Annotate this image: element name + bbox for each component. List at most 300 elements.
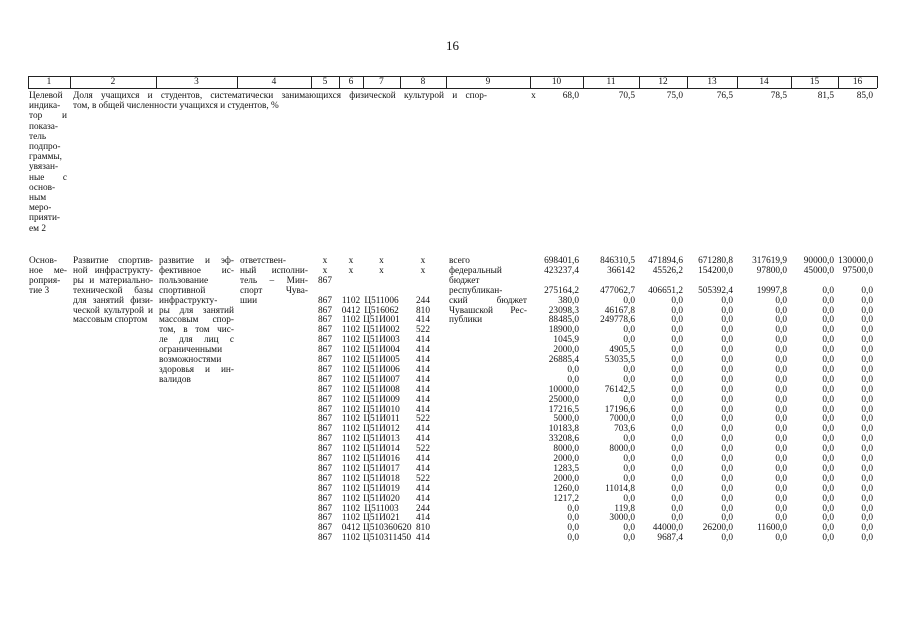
amount-cell: 0,0	[861, 335, 873, 346]
amount-cell: 0,0	[775, 424, 787, 435]
amount-cell: 0,0	[775, 325, 787, 336]
budget-code-cell: 522	[416, 473, 430, 484]
amount-cell: 0,0	[822, 434, 834, 445]
amount-cell: 0,0	[822, 305, 834, 316]
amount-cell: 0,0	[567, 374, 579, 385]
column-header: 8	[420, 77, 426, 87]
header-bottom-rule	[28, 88, 877, 89]
budget-code-cell: х	[322, 265, 328, 276]
amount-cell: 1217,2	[553, 493, 579, 504]
budget-code-cell: х	[420, 256, 426, 266]
event-goal-line: ограниченными	[159, 345, 223, 356]
budget-code-cell: 414	[416, 374, 430, 385]
budget-code-cell: 414	[416, 483, 430, 494]
budget-code-cell: 1102	[341, 335, 361, 346]
amount-cell: 0,0	[623, 533, 635, 544]
amount-cell: 0,0	[721, 444, 733, 455]
amount-cell: 0,0	[822, 315, 834, 326]
amount-cell: 0,0	[822, 493, 834, 504]
amount-cell: 0,0	[671, 493, 683, 504]
amount-cell: 0,0	[822, 384, 834, 395]
amount-cell: 10183,8	[548, 424, 579, 435]
amount-cell: 19997,8	[756, 285, 787, 296]
amount-cell: 4905,5	[609, 345, 635, 356]
amount-cell: 0,0	[721, 513, 733, 524]
budget-code-cell: Ц51И019	[363, 483, 400, 494]
event-goal-line: здоровья и ин-	[159, 364, 234, 375]
budget-code-cell: 1102	[341, 315, 361, 326]
amount-cell: 0,0	[623, 295, 635, 306]
budget-code-cell: 867	[318, 325, 332, 336]
indicator-description-line: том, в общей численности учащихся и студентов, %	[73, 101, 279, 112]
amount-cell: 671280,8	[698, 256, 733, 266]
budget-code-cell: 414	[416, 355, 430, 365]
header-column-rule	[583, 76, 584, 88]
amount-cell: 0,0	[721, 404, 733, 415]
budget-code-cell: 414	[416, 364, 430, 375]
amount-cell: 0,0	[671, 394, 683, 405]
amount-cell: 0,0	[822, 345, 834, 356]
event-type-line: тие 3	[29, 285, 50, 296]
amount-cell: 0,0	[671, 434, 683, 445]
event-name-line: ры и материально-	[73, 275, 153, 286]
indicator-type-line: ные с	[29, 172, 67, 183]
amount-cell: 0,0	[861, 533, 873, 544]
column-header: 10	[551, 77, 562, 87]
amount-cell: 0,0	[775, 513, 787, 524]
amount-cell: 703,6	[614, 424, 635, 435]
amount-cell: 0,0	[775, 355, 787, 365]
amount-cell: 97500,0	[842, 265, 873, 276]
budget-code-cell: 1102	[341, 345, 361, 356]
budget-code-cell: 414	[416, 463, 430, 474]
budget-code-cell: Ц510360620	[363, 523, 412, 534]
budget-code-cell: 1102	[341, 374, 361, 385]
amount-cell: 0,0	[721, 434, 733, 445]
amount-cell: 88485,0	[548, 315, 579, 326]
amount-cell: 0,0	[671, 503, 683, 514]
amount-cell: 9687,4	[657, 533, 683, 544]
amount-cell: 26200,0	[702, 523, 733, 534]
event-name-line: массовым спортом	[73, 315, 148, 326]
amount-cell: 0,0	[822, 503, 834, 514]
budget-code-cell: 867	[318, 473, 332, 484]
budget-code-cell: 867	[318, 434, 332, 445]
budget-code-cell: Ц51И017	[363, 463, 400, 474]
header-column-rule	[791, 76, 792, 88]
budget-code-cell: 1102	[341, 414, 361, 425]
budget-code-cell: 867	[318, 523, 332, 534]
budget-code-cell: 1102	[341, 355, 361, 365]
amount-cell: 130000,0	[838, 256, 873, 266]
budget-code-cell: 414	[416, 384, 430, 395]
amount-cell: 8000,0	[609, 444, 635, 455]
amount-cell: 0,0	[623, 434, 635, 445]
amount-cell: 0,0	[822, 285, 834, 296]
budget-code-cell: 867	[318, 394, 332, 405]
amount-cell: 0,0	[775, 394, 787, 405]
indicator-col9: х	[531, 91, 536, 101]
event-name-line: технической базы	[73, 285, 153, 296]
indicator-type-line: ным	[29, 193, 47, 203]
budget-code-cell: Ц511003	[364, 503, 399, 514]
amount-cell: 0,0	[822, 325, 834, 336]
budget-code-cell: 414	[416, 434, 430, 445]
budget-code-cell: Ц51И013	[363, 434, 400, 445]
amount-cell: 0,0	[861, 483, 873, 494]
budget-code-cell: 1102	[341, 404, 361, 415]
column-header: 11	[606, 77, 616, 87]
budget-code-cell: 1102	[341, 483, 361, 494]
amount-cell: 0,0	[861, 325, 873, 336]
amount-cell: 0,0	[721, 424, 733, 435]
amount-cell: 0,0	[861, 384, 873, 395]
amount-cell: 0,0	[721, 345, 733, 356]
amount-cell: 3000,0	[609, 513, 635, 524]
budget-code-cell: 867	[318, 533, 332, 544]
amount-cell: 0,0	[861, 523, 873, 534]
event-name-line: Развитие спортив-	[73, 256, 153, 266]
budget-code-cell: 810	[416, 523, 430, 534]
amount-cell: 0,0	[861, 285, 873, 296]
amount-cell: 0,0	[775, 493, 787, 504]
indicator-value: 76,5	[716, 91, 733, 101]
event-executor-line: ный исполни-	[240, 265, 308, 276]
budget-code-cell: 1102	[341, 463, 361, 474]
budget-code-cell: 244	[416, 295, 430, 306]
amount-cell: 0,0	[721, 355, 733, 365]
header-column-rule	[530, 76, 531, 88]
budget-code-cell: 867	[318, 384, 332, 395]
amount-cell: 0,0	[775, 315, 787, 326]
budget-code-cell: 867	[318, 424, 332, 435]
amount-cell: 0,0	[775, 503, 787, 514]
amount-cell: 0,0	[671, 305, 683, 316]
funding-source-line: Чувашской Рес-	[449, 305, 527, 316]
amount-cell: 0,0	[775, 454, 787, 464]
amount-cell: 0,0	[775, 305, 787, 316]
amount-cell: 0,0	[721, 315, 733, 326]
amount-cell: 0,0	[671, 513, 683, 524]
amount-cell: 11600,0	[757, 523, 787, 534]
amount-cell: 1260,0	[553, 483, 579, 494]
budget-code-cell: 867	[318, 335, 332, 346]
amount-cell: 0,0	[721, 463, 733, 474]
amount-cell: 0,0	[822, 454, 834, 464]
funding-source-line: публики	[449, 315, 483, 326]
amount-cell: 380,0	[558, 295, 579, 306]
amount-cell: 0,0	[822, 374, 834, 385]
event-goal-line: том, в том чис-	[159, 325, 234, 336]
amount-cell: 0,0	[775, 404, 787, 415]
budget-code-cell: 414	[416, 533, 430, 544]
amount-cell: 0,0	[861, 404, 873, 415]
amount-cell: 0,0	[671, 335, 683, 346]
amount-cell: 0,0	[671, 345, 683, 356]
amount-cell: 0,0	[671, 364, 683, 375]
column-header: 14	[759, 77, 769, 87]
amount-cell: 119,8	[614, 503, 635, 514]
amount-cell: 0,0	[861, 434, 873, 445]
amount-cell: 0,0	[775, 473, 787, 484]
amount-cell: 0,0	[567, 503, 579, 514]
indicator-type-line: прияти-	[29, 213, 61, 224]
budget-code-cell: 1102	[341, 454, 361, 464]
amount-cell: 0,0	[721, 454, 733, 464]
budget-code-cell: х	[322, 256, 328, 266]
budget-code-cell: Ц51И005	[363, 355, 400, 365]
budget-code-cell: 414	[416, 345, 430, 356]
header-column-rule	[339, 76, 340, 88]
event-goal-line: инфраструкту-	[159, 295, 218, 306]
event-goal-line: валидов	[159, 374, 191, 385]
amount-cell: 26885,4	[548, 355, 579, 365]
budget-code-cell: х	[379, 256, 384, 266]
amount-cell: 0,0	[861, 414, 873, 425]
amount-cell: 0,0	[671, 463, 683, 474]
amount-cell: 53035,5	[604, 355, 635, 365]
budget-code-cell: 1102	[341, 424, 361, 435]
event-type-line: ное ме-	[29, 265, 67, 276]
column-header: 9	[485, 77, 491, 87]
amount-cell: 0,0	[721, 533, 733, 544]
amount-cell: 0,0	[623, 493, 635, 504]
amount-cell: 0,0	[822, 394, 834, 405]
header-column-rule	[400, 76, 401, 88]
indicator-type-line: меро-	[29, 203, 52, 214]
amount-cell: 17196,6	[604, 404, 635, 415]
event-name-line: ной инфраструкту-	[73, 265, 153, 276]
amount-cell: 0,0	[861, 444, 873, 455]
budget-code-cell: 522	[416, 325, 430, 336]
amount-cell: 0,0	[623, 473, 635, 484]
column-header: 7	[379, 77, 384, 87]
budget-code-cell: Ц51И016	[363, 454, 400, 464]
event-goal-line: массовым спор-	[159, 315, 234, 326]
event-goal-line: ры для занятий	[159, 305, 234, 316]
amount-cell: 0,0	[775, 463, 787, 474]
amount-cell: 0,0	[861, 315, 873, 326]
amount-cell: 0,0	[671, 355, 683, 365]
amount-cell: 0,0	[775, 444, 787, 455]
header-column-rule	[639, 76, 640, 88]
amount-cell: 366142	[607, 265, 635, 276]
column-header: 6	[348, 77, 354, 87]
budget-code-cell: Ц510311450	[363, 533, 412, 544]
budget-code-cell: Ц51И021	[363, 513, 400, 524]
amount-cell: 0,0	[775, 335, 787, 346]
budget-code-cell: 414	[416, 454, 430, 464]
amount-cell: 0,0	[671, 404, 683, 415]
funding-source-line: республикан-	[449, 285, 503, 296]
amount-cell: 0,0	[822, 424, 834, 435]
column-header: 13	[707, 77, 717, 87]
amount-cell: 423237,4	[544, 265, 579, 276]
event-executor-line: ответствен-	[240, 256, 286, 266]
amount-cell: 0,0	[822, 335, 834, 346]
amount-cell: 97800,0	[756, 265, 787, 276]
indicator-type-line: увязан-	[29, 162, 59, 173]
amount-cell: 25000,0	[548, 394, 579, 405]
amount-cell: 0,0	[567, 533, 579, 544]
funding-source-line: федеральный	[449, 265, 502, 276]
header-column-rule	[877, 76, 878, 88]
indicator-type-line: основ-	[29, 182, 56, 193]
amount-cell: 0,0	[671, 444, 683, 455]
budget-code-cell: 0412	[341, 523, 361, 534]
budget-code-cell: Ц51И007	[363, 374, 400, 385]
budget-code-cell: х	[348, 265, 354, 276]
header-column-rule	[446, 76, 447, 88]
event-goal-line: ле для лиц с	[159, 335, 234, 346]
amount-cell: 0,0	[822, 473, 834, 484]
budget-code-cell: 867	[318, 483, 332, 494]
amount-cell: 0,0	[861, 345, 873, 356]
amount-cell: 0,0	[671, 315, 683, 326]
budget-code-cell: 414	[416, 424, 430, 435]
budget-code-cell: 867	[318, 345, 332, 356]
amount-cell: 275164,2	[544, 285, 579, 296]
budget-code-cell: 867	[318, 315, 332, 326]
amount-cell: 0,0	[775, 374, 787, 385]
header-column-rule	[737, 76, 738, 88]
amount-cell: 7000,0	[609, 414, 635, 425]
amount-cell: 0,0	[861, 374, 873, 385]
amount-cell: 0,0	[721, 473, 733, 484]
indicator-value: 75,0	[666, 91, 683, 101]
amount-cell: 0,0	[671, 374, 683, 385]
amount-cell: 0,0	[721, 335, 733, 346]
amount-cell: 18900,0	[548, 325, 579, 336]
event-goal-line: фективное ис-	[159, 265, 234, 276]
amount-cell: 249778,6	[600, 315, 635, 326]
event-goal-line: пользование	[159, 275, 209, 286]
budget-code-cell: х	[420, 265, 426, 276]
budget-code-cell: Ц51И003	[363, 335, 400, 346]
amount-cell: 0,0	[822, 523, 834, 534]
amount-cell: 0,0	[861, 503, 873, 514]
amount-cell: 0,0	[861, 454, 873, 464]
event-type-line: роприя-	[29, 275, 61, 286]
budget-code-cell: 0412	[341, 305, 361, 316]
budget-code-cell: 867	[318, 414, 332, 425]
budget-code-cell: 414	[416, 493, 430, 504]
amount-cell: 0,0	[623, 364, 635, 375]
budget-code-cell: Ц51И011	[363, 414, 400, 425]
budget-code-cell: 867	[318, 444, 332, 455]
amount-cell: 0,0	[671, 424, 683, 435]
budget-code-cell: 1102	[341, 394, 361, 405]
amount-cell: 0,0	[775, 414, 787, 425]
indicator-value: 78,5	[770, 91, 787, 101]
amount-cell: 0,0	[721, 295, 733, 306]
amount-cell: 5000,0	[553, 414, 579, 425]
indicator-value: 81,5	[817, 91, 834, 101]
header-column-rule	[687, 76, 688, 88]
indicator-type-line: Целевой	[29, 91, 63, 101]
budget-code-cell: 867	[318, 275, 332, 286]
budget-code-cell: Ц51И012	[363, 424, 400, 435]
column-header: 5	[322, 77, 328, 87]
budget-code-cell: Ц51И009	[363, 394, 400, 405]
amount-cell: 0,0	[775, 483, 787, 494]
header-column-rule	[70, 76, 71, 88]
amount-cell: 0,0	[861, 364, 873, 375]
amount-cell: 23098,3	[548, 305, 579, 316]
budget-code-cell: 414	[416, 513, 430, 524]
budget-code-cell: 1102	[341, 503, 361, 514]
column-header: 3	[194, 77, 199, 87]
budget-code-cell: 1102	[341, 493, 361, 504]
event-executor-line: спорт Чува-	[240, 285, 308, 296]
event-goal-line: развитие и эф-	[159, 256, 234, 266]
amount-cell: 0,0	[721, 414, 733, 425]
amount-cell: 0,0	[567, 364, 579, 375]
budget-code-cell: 867	[318, 364, 332, 375]
budget-code-cell: 1102	[341, 444, 361, 455]
event-name-line: для занятий физи-	[73, 295, 153, 306]
amount-cell: 0,0	[721, 394, 733, 405]
amount-cell: 0,0	[861, 513, 873, 524]
amount-cell: 477062,7	[600, 285, 635, 296]
indicator-value: 68,0	[562, 91, 579, 101]
indicator-type-line: тор и	[29, 111, 67, 122]
indicator-type-line: подпро-	[29, 142, 61, 152]
column-header: 15	[809, 77, 820, 87]
budget-code-cell: 1102	[341, 533, 361, 544]
budget-code-cell: 867	[318, 374, 332, 385]
budget-code-cell: Ц51И018	[363, 473, 400, 484]
header-column-rule	[311, 76, 312, 88]
amount-cell: 0,0	[671, 414, 683, 425]
amount-cell: 0,0	[721, 364, 733, 375]
event-goal-line: спортивной	[159, 285, 206, 296]
amount-cell: 0,0	[623, 454, 635, 464]
budget-code-cell: 867	[318, 503, 332, 514]
header-column-rule	[363, 76, 364, 88]
amount-cell: 0,0	[721, 503, 733, 514]
budget-code-cell: Ц51И002	[363, 325, 400, 336]
budget-code-cell: 867	[318, 513, 332, 524]
amount-cell: 0,0	[623, 463, 635, 474]
budget-code-cell: 867	[318, 404, 332, 415]
budget-code-cell: 522	[416, 444, 430, 455]
amount-cell: 0,0	[775, 364, 787, 375]
budget-code-cell: 414	[416, 335, 430, 346]
event-name-line: ческой культурой и	[73, 305, 153, 316]
amount-cell: 317619,9	[752, 256, 787, 266]
amount-cell: 0,0	[623, 335, 635, 346]
budget-code-cell: 867	[318, 295, 332, 306]
column-header: 16	[852, 77, 863, 87]
amount-cell: 10000,0	[548, 384, 579, 395]
budget-code-cell: 810	[416, 305, 430, 316]
amount-cell: 0,0	[861, 473, 873, 484]
budget-code-cell: 1102	[341, 325, 361, 336]
budget-code-cell: 867	[318, 305, 332, 316]
header-column-rule	[28, 76, 29, 88]
amount-cell: 2000,0	[553, 454, 579, 464]
funding-source-line: всего	[449, 256, 470, 266]
budget-code-cell: 1102	[341, 364, 361, 375]
budget-code-cell: 1102	[341, 473, 361, 484]
amount-cell: 0,0	[721, 493, 733, 504]
budget-code-cell: х	[348, 256, 354, 266]
amount-cell: 0,0	[822, 364, 834, 375]
column-header: 12	[658, 77, 668, 87]
amount-cell: 1283,5	[553, 463, 579, 474]
budget-code-cell: Ц51И008	[363, 384, 400, 395]
